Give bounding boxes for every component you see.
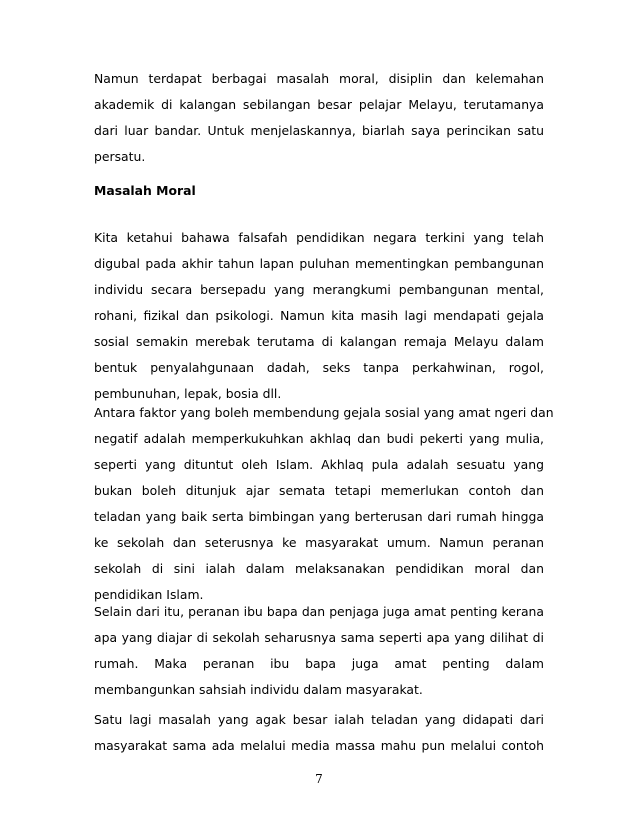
paragraph-line: bentuk penyalahgunaan dadah, seks tanpa perkahwinan, rogol, [94, 360, 544, 375]
paragraph-line: seperti yang dituntut oleh Islam. Akhlaq pula adalah sesuatu yang [94, 457, 544, 472]
paragraph-line: pembunuhan, lepak, bosia dll. [94, 386, 282, 401]
paragraph-line: Satu lagi masalah yang agak besar ialah teladan yang didapati dari [94, 712, 544, 727]
paragraph-line: persatu. [94, 149, 146, 164]
paragraph-line: akademik di kalangan sebilangan besar pelajar Melayu, terutamanya [94, 97, 544, 112]
paragraph-line: individu secara bersepadu yang merangkumi pembangunan mental, [94, 282, 544, 297]
paragraph-line: pendidikan Islam. [94, 587, 204, 602]
page-number: 7 [315, 772, 323, 786]
paragraph-line: teladan yang baik serta bimbingan yang berterusan dari rumah hingga [94, 509, 544, 524]
paragraph-line: Selain dari itu, peranan ibu bapa dan penjaga juga amat penting kerana [94, 604, 544, 619]
paragraph-line: masyarakat sama ada melalui media massa mahu pun melalui contoh [94, 738, 544, 753]
paragraph-line: Namun terdapat berbagai masalah moral, disiplin dan kelemahan [94, 71, 544, 86]
paragraph-line: membangunkan sahsiah individu dalam masyarakat. [94, 682, 423, 697]
section-heading: Masalah Moral [94, 183, 196, 198]
paragraph-line: sekolah di sini ialah dalam melaksanakan pendidikan moral dan [94, 561, 544, 576]
paragraph-line: ke sekolah dan seterusnya ke masyarakat umum. Namun peranan [94, 535, 544, 550]
paragraph-line: Kita ketahui bahawa falsafah pendidikan negara terkini yang telah [94, 230, 544, 245]
paragraph-line: sosial semakin merebak terutama di kalangan remaja Melayu dalam [94, 334, 544, 349]
paragraph-line: negatif adalah memperkukuhkan akhlaq dan budi pekerti yang mulia, [94, 431, 544, 446]
paragraph-line: dari luar bandar. Untuk menjelaskannya, biarlah saya perincikan satu [94, 123, 544, 138]
paragraph-line: rumah. Maka peranan ibu bapa juga amat penting dalam [94, 656, 544, 671]
paragraph-line: Antara faktor yang boleh membendung gejala sosial yang amat ngeri dan [94, 405, 554, 420]
paragraph-line: apa yang diajar di sekolah seharusnya sama seperti apa yang dilihat di [94, 630, 544, 645]
paragraph-line: bukan boleh ditunjuk ajar semata tetapi memerlukan contoh dan [94, 483, 544, 498]
paragraph-line: rohani, fizikal dan psikologi. Namun kita masih lagi mendapati gejala [94, 308, 544, 323]
paragraph-line: digubal pada akhir tahun lapan puluhan mementingkan pembangunan [94, 256, 544, 271]
